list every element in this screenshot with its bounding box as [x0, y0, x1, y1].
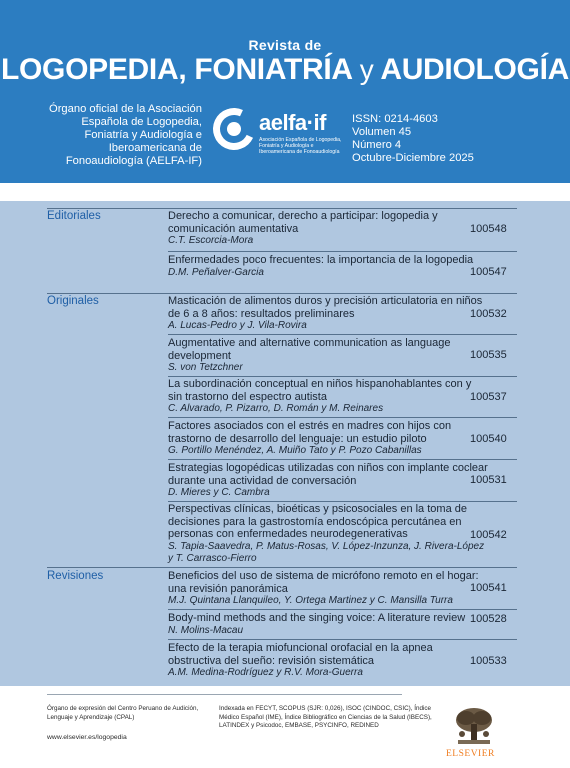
- entry-title: Augmentative and alternative communication as language development: [168, 337, 451, 362]
- elsevier-logo-text: ELSEVIER: [446, 749, 495, 759]
- divider: [168, 251, 517, 252]
- divider: [47, 208, 517, 209]
- section-revisiones[interactable]: Revisiones: [47, 570, 104, 582]
- elsevier-tree-icon: [452, 706, 496, 746]
- entry-authors: A. Lucas-Pedro y J. Vila-Rovira: [168, 320, 307, 331]
- entry-page: 100537: [470, 391, 507, 403]
- entry-title: Efecto de la terapia miofuncional orofacial en la apnea obstructiva del sueño: revisión sistemática: [168, 642, 433, 667]
- entry-title: Masticación de alimentos duros y precisión articulatoria en niños de 6 a 8 años: resultados preliminares: [168, 295, 483, 320]
- toc-entry[interactable]: [168, 612, 488, 637]
- toc-entry[interactable]: [168, 337, 488, 375]
- divider: [47, 293, 517, 294]
- entry-title: La subordinación conceptual en niños hispanohablantes con y sin trastorno del espectro autista: [168, 378, 472, 403]
- table-of-contents: [0, 201, 570, 686]
- entry-page: 100528: [470, 613, 507, 625]
- entry-authors: C. Alvarado, P. Pizarro, D. Román y M. Reinares: [168, 403, 384, 414]
- volume: Volumen 45: [352, 126, 412, 138]
- footer-url-link[interactable]: www.elsevier.es/logopedia: [47, 734, 127, 741]
- entry-title: Enfermedades poco frecuentes: la importancia de la logopedia: [168, 254, 474, 266]
- entry-title: Beneficios del uso de sistema de micrófono remoto en el hogar: una revisión panorámica: [168, 570, 479, 595]
- entry-page: 100533: [470, 655, 507, 667]
- journal-title-part2: AUDIOLOGÍA: [373, 53, 569, 86]
- entry-page: 100540: [470, 433, 507, 445]
- entry-authors: C.T. Escorcia-Mora: [168, 235, 254, 246]
- divider: [168, 609, 517, 610]
- entry-authors: D.M. Peñalver-Garcia: [168, 266, 264, 278]
- footer-indexing-text: Indexada en FECYT, SCOPUS (SJR: 0,026), ISOC (CINDOC, CSIC), Índice Médico Español (IME), Índice Bibliográfico en Ciencias de la Salud (IBECS), LATINDEX y Psicodoc, EMBASE, PSYCINFO, REDINED: [219, 705, 432, 729]
- divider: [168, 334, 517, 335]
- issn: ISSN: 0214-4603: [352, 113, 438, 125]
- issue-date: Octubre-Diciembre 2025: [352, 152, 474, 164]
- toc-entry[interactable]: [168, 642, 488, 680]
- journal-prefix: Revista de: [248, 37, 322, 53]
- divider: [168, 459, 517, 460]
- section-originales[interactable]: Originales: [47, 295, 99, 307]
- cover-header: [0, 0, 570, 183]
- entry-page: 100531: [470, 474, 507, 486]
- aelfa-logo-text: aelfa·if: [259, 110, 326, 135]
- entry-title: Derecho a comunicar, derecho a participar: logopedia y comunicación aumentativa: [168, 210, 438, 235]
- toc-entry[interactable]: [168, 378, 488, 416]
- entry-authors: M.J. Quintana Llanquileo, Y. Ortega Martinez y C. Mansilla Turra: [168, 595, 453, 606]
- entry-page: 100548: [470, 223, 507, 235]
- aelfa-logo: [213, 106, 343, 162]
- toc-entry[interactable]: [168, 570, 488, 608]
- entry-authors: N. Molins-Macau: [168, 624, 244, 636]
- section-editoriales[interactable]: Editoriales: [47, 210, 101, 222]
- entry-authors: S. Tapia-Saavedra, P. Matus-Rosas, V. López-Inzunza, J. Rivera-López y T. Carrasco-Fierro: [168, 540, 485, 564]
- footer-cpal-text: Órgano de expresión del Centro Peruano de Audición, Lenguaje y Aprendizaje (CPAL): [47, 705, 199, 721]
- entry-authors: D. Mieres y C. Cambra: [168, 487, 270, 498]
- entry-authors: A.M. Medina-Rodríguez y R.V. Mora-Guerra: [168, 667, 363, 678]
- entry-title: Body-mind methods and the singing voice: A literature review: [168, 612, 466, 624]
- toc-entry[interactable]: [168, 254, 488, 279]
- official-organ-text: Órgano oficial de la Asociación Española de Logopedia, Foniatría y Audiología e Iberoamericana de Fonoaudiología (AELFA-IF): [49, 103, 202, 167]
- divider: [47, 567, 517, 568]
- toc-entry[interactable]: [168, 420, 488, 458]
- divider: [168, 501, 517, 502]
- toc-entry[interactable]: [168, 503, 490, 566]
- entry-title: Perspectivas clínicas, bioéticas y psicosociales en la toma de decisiones para la gastrostomía endoscópica percutánea en personas con enfermedades neurodegenerativas: [168, 503, 467, 540]
- entry-page: 100535: [470, 349, 507, 361]
- issue-number: Número 4: [352, 139, 402, 151]
- footer-divider: [47, 694, 402, 695]
- issue-info: [352, 113, 474, 165]
- toc-entry[interactable]: [168, 210, 488, 248]
- entry-page: 100542: [470, 529, 507, 541]
- divider: [168, 417, 517, 418]
- entry-title: Estrategias logopédicas utilizadas con niños con implante coclear durante una actividad de conversación: [168, 462, 488, 487]
- entry-page: 100541: [470, 582, 507, 594]
- entry-authors: S. von Tetzchner: [168, 362, 243, 373]
- journal-title-y: y: [359, 54, 374, 85]
- entry-page: 100532: [470, 308, 507, 320]
- journal-title: [0, 53, 570, 87]
- aelfa-dot-icon: [227, 122, 241, 136]
- entry-page: 100547: [470, 266, 507, 278]
- journal-title-part1: LOGOPEDIA, FONIATRÍA: [1, 53, 360, 86]
- aelfa-logo-subtitle: Asociación Española de Logopedia, Foniatría y Audiología e Iberoamericana de Fonoaudiología: [259, 137, 342, 155]
- entry-authors: G. Portillo Menéndez, A. Muiño Tato y P. Pozo Cabanillas: [168, 445, 422, 456]
- entry-title: Factores asociados con el estrés en madres con hijos con trastorno de desarrollo del lenguaje: un estudio piloto: [168, 420, 452, 445]
- divider: [168, 376, 517, 377]
- toc-entry[interactable]: [168, 462, 488, 500]
- divider: [168, 639, 517, 640]
- toc-entry[interactable]: [168, 295, 488, 333]
